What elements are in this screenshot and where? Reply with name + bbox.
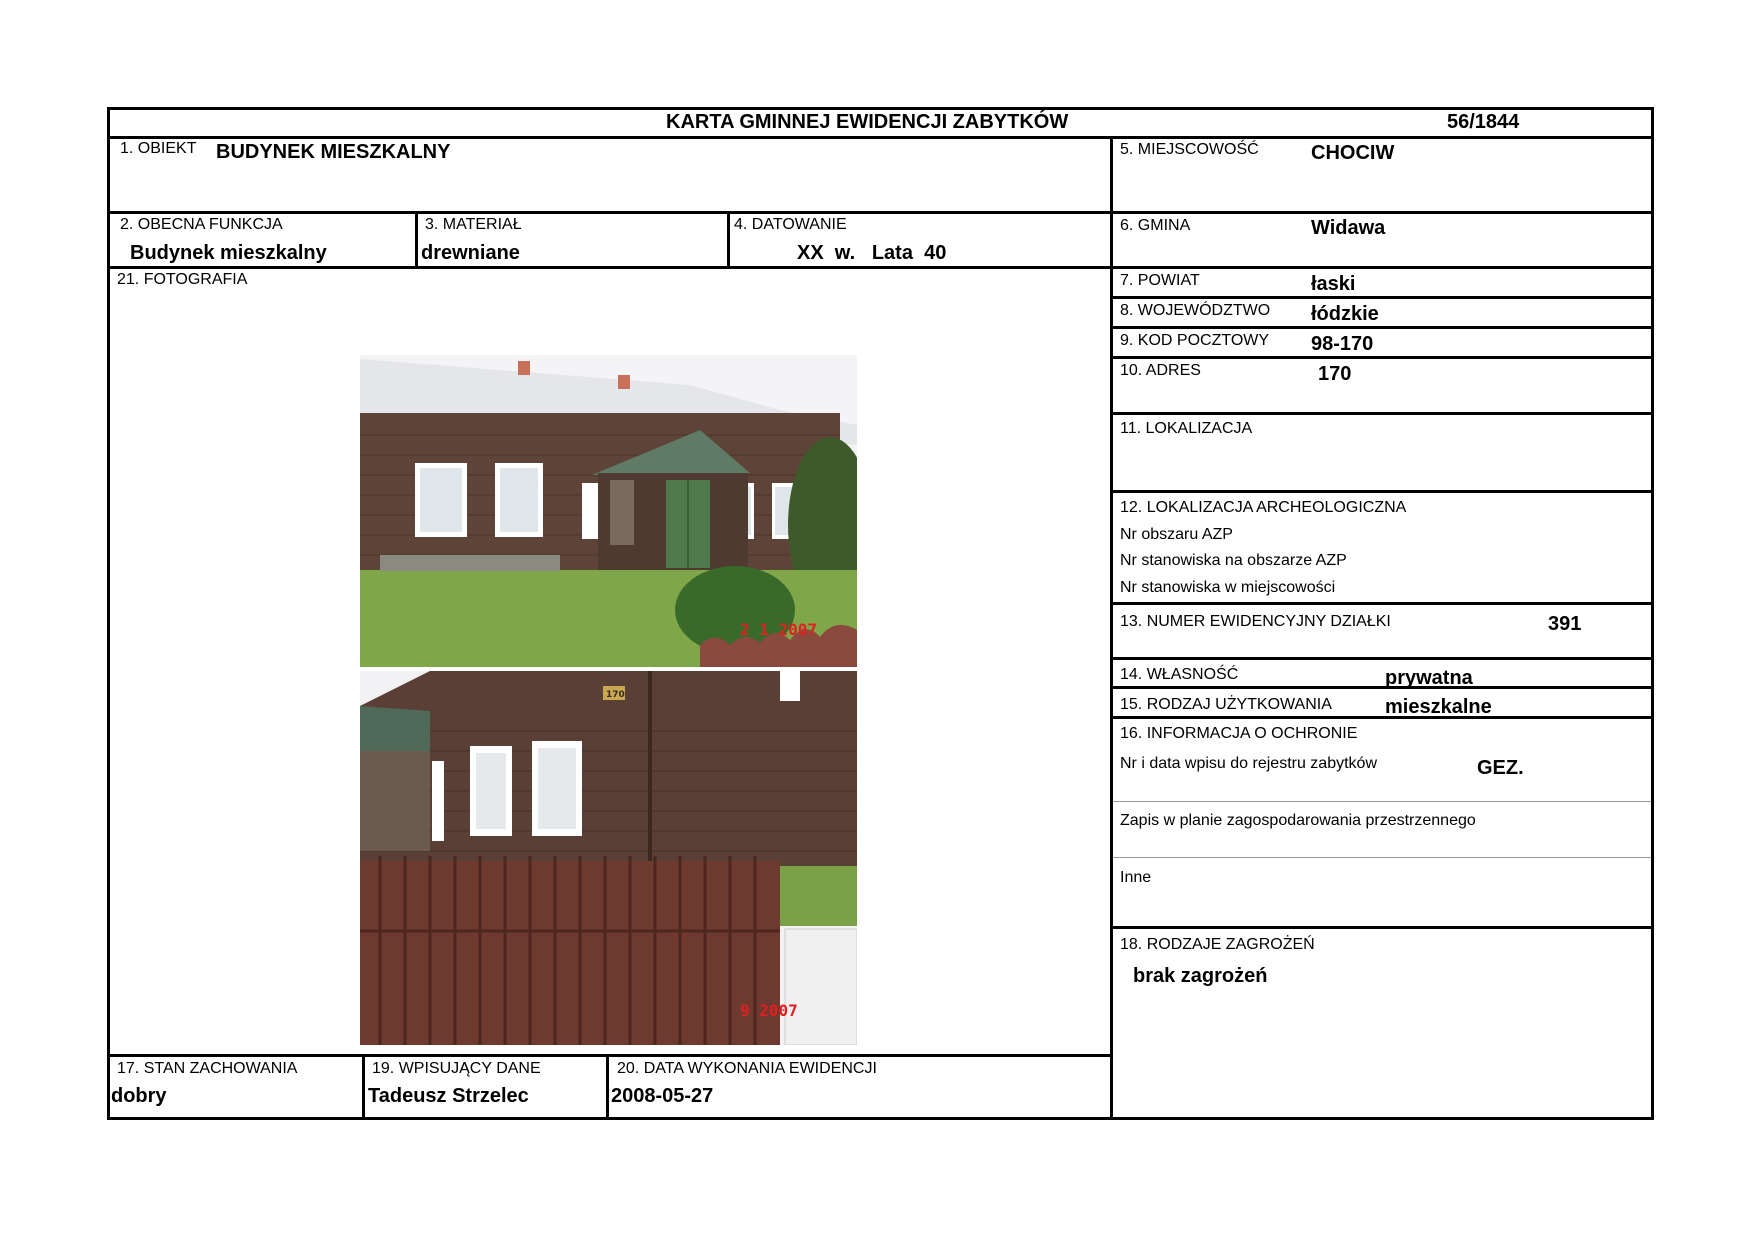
rejestr-label: Nr i data wpisu do rejestru zabytków xyxy=(1120,755,1377,772)
rejestr-value: GEZ. xyxy=(1477,757,1524,779)
zagrozenia-value: brak zagrożeń xyxy=(1133,965,1268,987)
archeo-stanowisko-miejsc-label: Nr stanowiska w miejscowości xyxy=(1120,579,1336,596)
dzialka-value: 391 xyxy=(1548,613,1582,635)
funkcja-value: Budynek mieszkalny xyxy=(130,242,327,264)
uzytkowanie-label: 15. RODZAJ UŻYTKOWANIA xyxy=(1120,696,1332,713)
powiat-value: łaski xyxy=(1311,273,1356,295)
fotografia-label: 21. FOTOGRAFIA xyxy=(117,271,248,288)
archeo-azp-label: Nr obszaru AZP xyxy=(1120,526,1233,543)
wpisujacy-label: 19. WPISUJĄCY DANE xyxy=(372,1060,541,1077)
photo-date-stamp-1: 2 1 2007 xyxy=(740,620,818,639)
material-value: drewniane xyxy=(421,242,520,264)
ochrona-label: 16. INFORMACJA O OCHRONIE xyxy=(1120,725,1358,742)
data-ewidencji-value: 2008-05-27 xyxy=(611,1085,714,1107)
datowanie-value: XX w. Lata 40 xyxy=(797,242,947,264)
photo-date-stamp-2: 9 2007 xyxy=(740,1001,798,1020)
wpisujacy-value: Tadeusz Strzelec xyxy=(368,1085,529,1107)
lokalizacja-label: 11. LOKALIZACJA xyxy=(1120,420,1253,437)
gmina-value: Widawa xyxy=(1311,217,1386,239)
powiat-label: 7. POWIAT xyxy=(1120,272,1200,289)
gmina-label: 6. GMINA xyxy=(1120,217,1191,234)
obiekt-value: BUDYNEK MIESZKALNY xyxy=(216,141,451,163)
obiekt-label: 1. OBIEKT xyxy=(120,140,197,157)
zagrozenia-label: 18. RODZAJE ZAGROŻEŃ xyxy=(1120,936,1315,953)
form-title: KARTA GMINNEJ EWIDENCJI ZABYTKÓW xyxy=(666,111,1069,133)
wlasnosc-value: prywatna xyxy=(1385,667,1473,689)
wojewodztwo-label: 8. WOJEWÓDZTWO xyxy=(1120,302,1271,319)
house-number-plate: 170 xyxy=(606,690,625,700)
adres-value: 170 xyxy=(1318,363,1352,385)
miejscowosc-label: 5. MIEJSCOWOŚĆ xyxy=(1120,141,1259,158)
archeo-stanowisko-azp-label: Nr stanowiska na obszarze AZP xyxy=(1120,552,1347,569)
plan-label: Zapis w planie zagospodarowania przestrzennego xyxy=(1120,812,1476,829)
stan-value: dobry xyxy=(111,1085,167,1107)
kod-value: 98-170 xyxy=(1311,333,1374,355)
funkcja-label: 2. OBECNA FUNKCJA xyxy=(120,216,283,233)
stan-label: 17. STAN ZACHOWANIA xyxy=(117,1060,298,1077)
archeo-label: 12. LOKALIZACJA ARCHEOLOGICZNA xyxy=(1120,499,1407,516)
datowanie-label: 4. DATOWANIE xyxy=(734,216,847,233)
material-label: 3. MATERIAŁ xyxy=(425,216,522,233)
wojewodztwo-value: łódzkie xyxy=(1311,303,1379,325)
building-photo-side xyxy=(360,671,857,1045)
adres-label: 10. ADRES xyxy=(1120,362,1201,379)
data-ewidencji-label: 20. DATA WYKONANIA EWIDENCJI xyxy=(617,1060,877,1077)
uzytkowanie-value: mieszkalne xyxy=(1385,696,1492,718)
miejscowosc-value: CHOCIW xyxy=(1311,142,1395,164)
card-number: 56/1844 xyxy=(1447,111,1520,133)
kod-label: 9. KOD POCZTOWY xyxy=(1120,332,1270,349)
dzialka-label: 13. NUMER EWIDENCYJNY DZIAŁKI xyxy=(1120,613,1391,630)
inne-label: Inne xyxy=(1120,869,1152,886)
wlasnosc-label: 14. WŁASNOŚĆ xyxy=(1120,666,1239,683)
building-photo-front xyxy=(360,355,857,667)
